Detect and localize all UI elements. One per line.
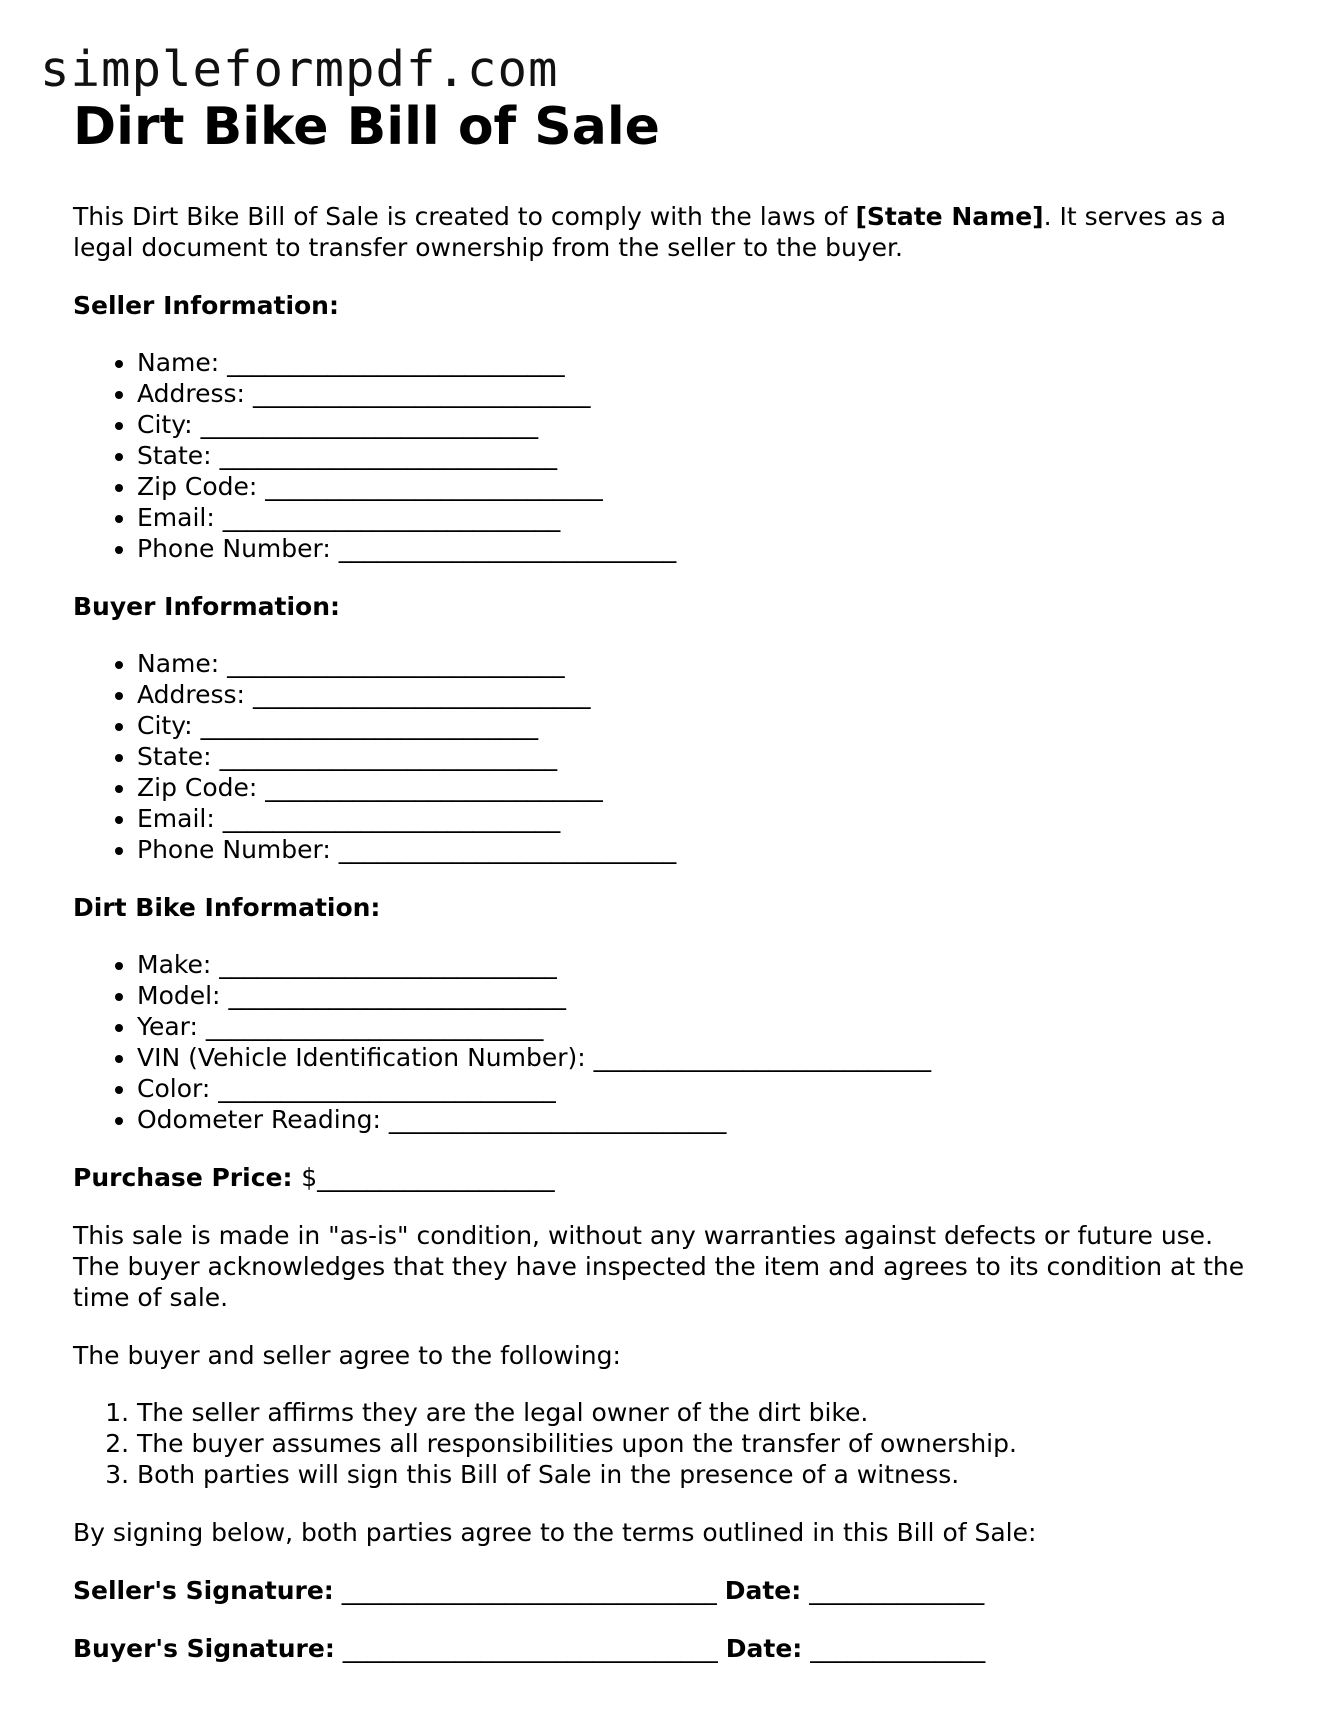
- field-blank[interactable]: ___________________________: [200, 410, 539, 439]
- field-label: Color:: [137, 1074, 211, 1103]
- watermark: simpleformpdf.com: [40, 41, 559, 98]
- field-label: Address:: [137, 680, 245, 709]
- intro-text-end: . It serves as a legal document to transfer ownership from the seller to the buyer.: [73, 202, 1227, 262]
- purchase-price-blank[interactable]: ___________________: [317, 1163, 555, 1192]
- field-blank[interactable]: ___________________________: [338, 534, 677, 563]
- field-label: Year:: [137, 1012, 198, 1041]
- buyer-date-blank[interactable]: ______________: [810, 1634, 986, 1663]
- closing-paragraph: By signing below, both parties agree to the terms outlined in this Bill of Sale:: [73, 1518, 1037, 1547]
- buyer-field-state[interactable]: [137, 741, 1253, 772]
- field-blank[interactable]: ___________________________: [252, 379, 591, 408]
- field-label: City:: [137, 410, 193, 439]
- seller-field-phone[interactable]: [137, 533, 1253, 564]
- seller-field-address[interactable]: [137, 378, 1253, 409]
- field-blank[interactable]: ___________________________: [200, 711, 539, 740]
- seller-date-label: Date:: [724, 1576, 802, 1605]
- field-label: Phone Number:: [137, 835, 331, 864]
- buyer-signature-label: Buyer's Signature:: [73, 1634, 335, 1663]
- seller-field-email[interactable]: [137, 502, 1253, 533]
- bike-field-make[interactable]: [137, 949, 1253, 980]
- field-blank[interactable]: ___________________________: [218, 1074, 556, 1103]
- field-label: Make:: [137, 950, 212, 979]
- buyer-field-zip[interactable]: [137, 772, 1253, 803]
- page-title: Dirt Bike Bill of Sale: [73, 97, 660, 157]
- field-blank[interactable]: ___________________________: [265, 773, 603, 802]
- buyer-field-list: [73, 648, 1253, 865]
- buyer-field-city[interactable]: [137, 710, 1253, 741]
- field-blank[interactable]: ___________________________: [222, 503, 561, 532]
- state-name-placeholder: [State Name]: [855, 202, 1044, 231]
- field-label: Email:: [137, 804, 215, 833]
- agreement-intro: The buyer and seller agree to the following:: [73, 1341, 621, 1370]
- bike-heading: Dirt Bike Information:: [73, 893, 381, 922]
- field-blank[interactable]: ___________________________: [228, 981, 566, 1010]
- buyer-date-label: Date:: [725, 1634, 803, 1663]
- intro-paragraph: [73, 201, 1253, 263]
- bike-field-year[interactable]: [137, 1011, 1253, 1042]
- seller-field-list: [73, 347, 1253, 564]
- field-label: Model:: [137, 981, 221, 1010]
- field-label: City:: [137, 711, 193, 740]
- buyer-field-address[interactable]: [137, 679, 1253, 710]
- field-blank[interactable]: ___________________________: [219, 441, 558, 470]
- field-blank[interactable]: ___________________________: [265, 472, 603, 501]
- field-blank[interactable]: ___________________________: [222, 804, 561, 833]
- seller-date-blank[interactable]: ______________: [809, 1576, 985, 1605]
- bike-field-vin[interactable]: [137, 1042, 1253, 1073]
- seller-heading: Seller Information:: [73, 291, 339, 320]
- buyer-field-phone[interactable]: [137, 834, 1253, 865]
- field-blank[interactable]: ___________________________: [227, 649, 565, 678]
- field-label: State:: [137, 441, 212, 470]
- seller-field-zip[interactable]: [137, 471, 1253, 502]
- seller-field-city[interactable]: [137, 409, 1253, 440]
- term-item: 2. The buyer assumes all responsibilities upon the transfer of ownership.: [137, 1428, 1253, 1459]
- buyer-field-name[interactable]: [137, 648, 1253, 679]
- field-blank[interactable]: ___________________________: [388, 1105, 727, 1134]
- seller-signature-row: [73, 1575, 1253, 1606]
- buyer-signature-row: [73, 1633, 1253, 1664]
- document-body: [73, 95, 1253, 1664]
- seller-field-state[interactable]: [137, 440, 1253, 471]
- term-item: 3. Both parties will sign this Bill of Sale in the presence of a witness.: [137, 1459, 1253, 1490]
- buyer-signature-blank[interactable]: ______________________________: [342, 1634, 718, 1663]
- bike-field-model[interactable]: [137, 980, 1253, 1011]
- terms-list: [73, 1397, 1253, 1490]
- field-blank[interactable]: ___________________________: [593, 1043, 932, 1072]
- seller-signature-label: Seller's Signature:: [73, 1576, 334, 1605]
- currency-symbol: $: [301, 1163, 318, 1192]
- field-label: VIN (Vehicle Identification Number):: [137, 1043, 586, 1072]
- field-label: Phone Number:: [137, 534, 331, 563]
- bike-field-list: [73, 949, 1253, 1135]
- field-label: Address:: [137, 379, 245, 408]
- field-blank[interactable]: ___________________________: [205, 1012, 544, 1041]
- buyer-heading: Buyer Information:: [73, 592, 341, 621]
- field-label: State:: [137, 742, 212, 771]
- purchase-price-label: Purchase Price:: [73, 1163, 293, 1192]
- term-item: 1. The seller affirms they are the legal owner of the dirt bike.: [137, 1397, 1253, 1428]
- field-label: Odometer Reading:: [137, 1105, 381, 1134]
- field-blank[interactable]: ___________________________: [338, 835, 677, 864]
- field-blank[interactable]: ___________________________: [227, 348, 565, 377]
- field-label: Name:: [137, 649, 220, 678]
- field-label: Name:: [137, 348, 220, 377]
- field-blank[interactable]: ___________________________: [252, 680, 591, 709]
- bike-field-odometer[interactable]: [137, 1104, 1253, 1135]
- field-label: Zip Code:: [137, 773, 258, 802]
- field-blank[interactable]: ___________________________: [219, 742, 558, 771]
- purchase-price-row: [73, 1162, 1253, 1193]
- intro-text: This Dirt Bike Bill of Sale is created to comply with the laws of: [73, 202, 856, 231]
- as-is-paragraph: This sale is made in "as-is" condition, without any warranties against defects or future use. The buyer acknowledges that they have inspected the item and agrees to its condition at the time of sale.: [73, 1221, 1245, 1312]
- seller-field-name[interactable]: [137, 347, 1253, 378]
- field-label: Email:: [137, 503, 215, 532]
- field-blank[interactable]: ___________________________: [219, 950, 557, 979]
- bike-field-color[interactable]: [137, 1073, 1253, 1104]
- field-label: Zip Code:: [137, 472, 258, 501]
- seller-signature-blank[interactable]: ______________________________: [341, 1576, 717, 1605]
- buyer-field-email[interactable]: [137, 803, 1253, 834]
